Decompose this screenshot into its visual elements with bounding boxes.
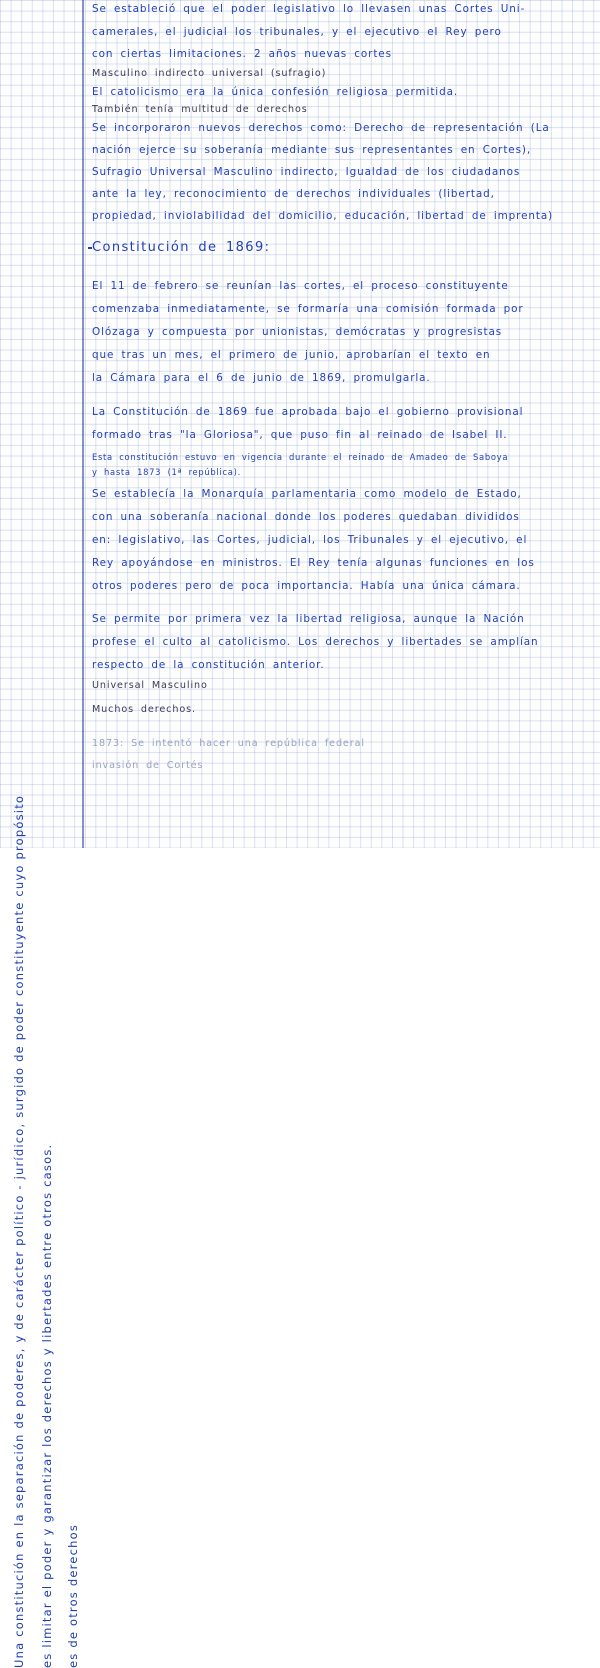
text-line: profese el culto al catolicismo. Los derechos y libertades se amplían <box>92 636 539 648</box>
text-line: nación ejerce su soberanía mediante sus representantes en Cortes), <box>92 144 532 156</box>
text-line: respecto de la constitución anterior. <box>92 659 325 671</box>
margin-line <box>82 0 84 848</box>
text-line: El catolicismo era la única confesión religiosa permitida. <box>92 86 459 98</box>
text-line: Masculino indirecto universal (sufragio) <box>92 68 327 79</box>
text-line: Olózaga y compuesta por unionistas, demócratas y progresistas <box>92 326 503 338</box>
text-line: camerales, el judicial los tribunales, y el ejecutivo el Rey pero <box>92 26 502 38</box>
text-line: con ciertas limitaciones. 2 años nuevas cortes <box>92 48 392 60</box>
text-line: Se establecía la Monarquía parlamentaria como modelo de Estado, <box>92 488 522 500</box>
margin-note <box>0 0 82 1668</box>
text-line: la Cámara para el 6 de junio de 1869, promulgarla. <box>92 372 431 384</box>
text-line: con una soberanía nacional donde los poderes quedaban divididos <box>92 511 520 523</box>
faded-text-line: 1873: Se intentó hacer una república federal <box>92 738 365 749</box>
text-line: Muchos derechos. <box>92 704 196 715</box>
text-line: El 11 de febrero se reunían las cortes, el proceso constituyente <box>92 280 509 292</box>
text-line: que tras un mes, el primero de junio, aprobarían el texto en <box>92 349 491 361</box>
text-line: y hasta 1873 (1ª república). <box>92 467 241 477</box>
text-line: Esta constitución estuvo en vigencia durante el reinado de Amadeo de Saboya <box>92 452 509 462</box>
text-line: Rey apoyándose en ministros. El Rey tenía algunas funciones en los <box>92 557 535 569</box>
section-heading: Constitución de 1869: <box>92 240 271 255</box>
margin-note-column-2: es limitar el poder y garantizar los derechos y libertades entre otros casos. <box>40 1143 54 1668</box>
text-line: propiedad, inviolabilidad del domicilio, educación, libertad de imprenta) <box>92 210 554 222</box>
text-line: formado tras "la Gloriosa", que puso fin al reinado de Isabel II. <box>92 429 508 441</box>
text-line: otros poderes pero de poca importancia. Había una única cámara. <box>92 580 521 592</box>
text-line: ante la ley, reconocimiento de derechos individuales (libertad, <box>92 188 495 200</box>
text-line: Se incorporaron nuevos derechos como: Derecho de representación (La <box>92 122 550 134</box>
text-line: También tenía multitud de derechos <box>92 104 308 115</box>
margin-note-column-3: es de otros derechos <box>66 1523 80 1668</box>
text-line: Se permite por primera vez la libertad religiosa, aunque la Nación <box>92 613 525 625</box>
text-line: Sufragio Universal Masculino indirecto, Igualdad de los ciudadanos <box>92 166 521 178</box>
faded-text-line: invasión de Cortés <box>92 760 204 771</box>
text-line: La Constitución de 1869 fue aprobada bajo el gobierno provisional <box>92 406 524 418</box>
text-line: en: legislativo, las Cortes, judicial, los Tribunales y el ejecutivo, el <box>92 534 528 546</box>
margin-note-column-1: Una constitución en la separación de poderes, y de carácter político - jurídico, surgido de poder constituyente cuyo propósito <box>12 794 26 1668</box>
text-line: comenzaba inmediatamente, se formaría una comisión formada por <box>92 303 524 315</box>
text-line: Se estableció que el poder legislativo lo llevasen unas Cortes Uni- <box>92 3 526 15</box>
text-line: Universal Masculino <box>92 680 208 691</box>
